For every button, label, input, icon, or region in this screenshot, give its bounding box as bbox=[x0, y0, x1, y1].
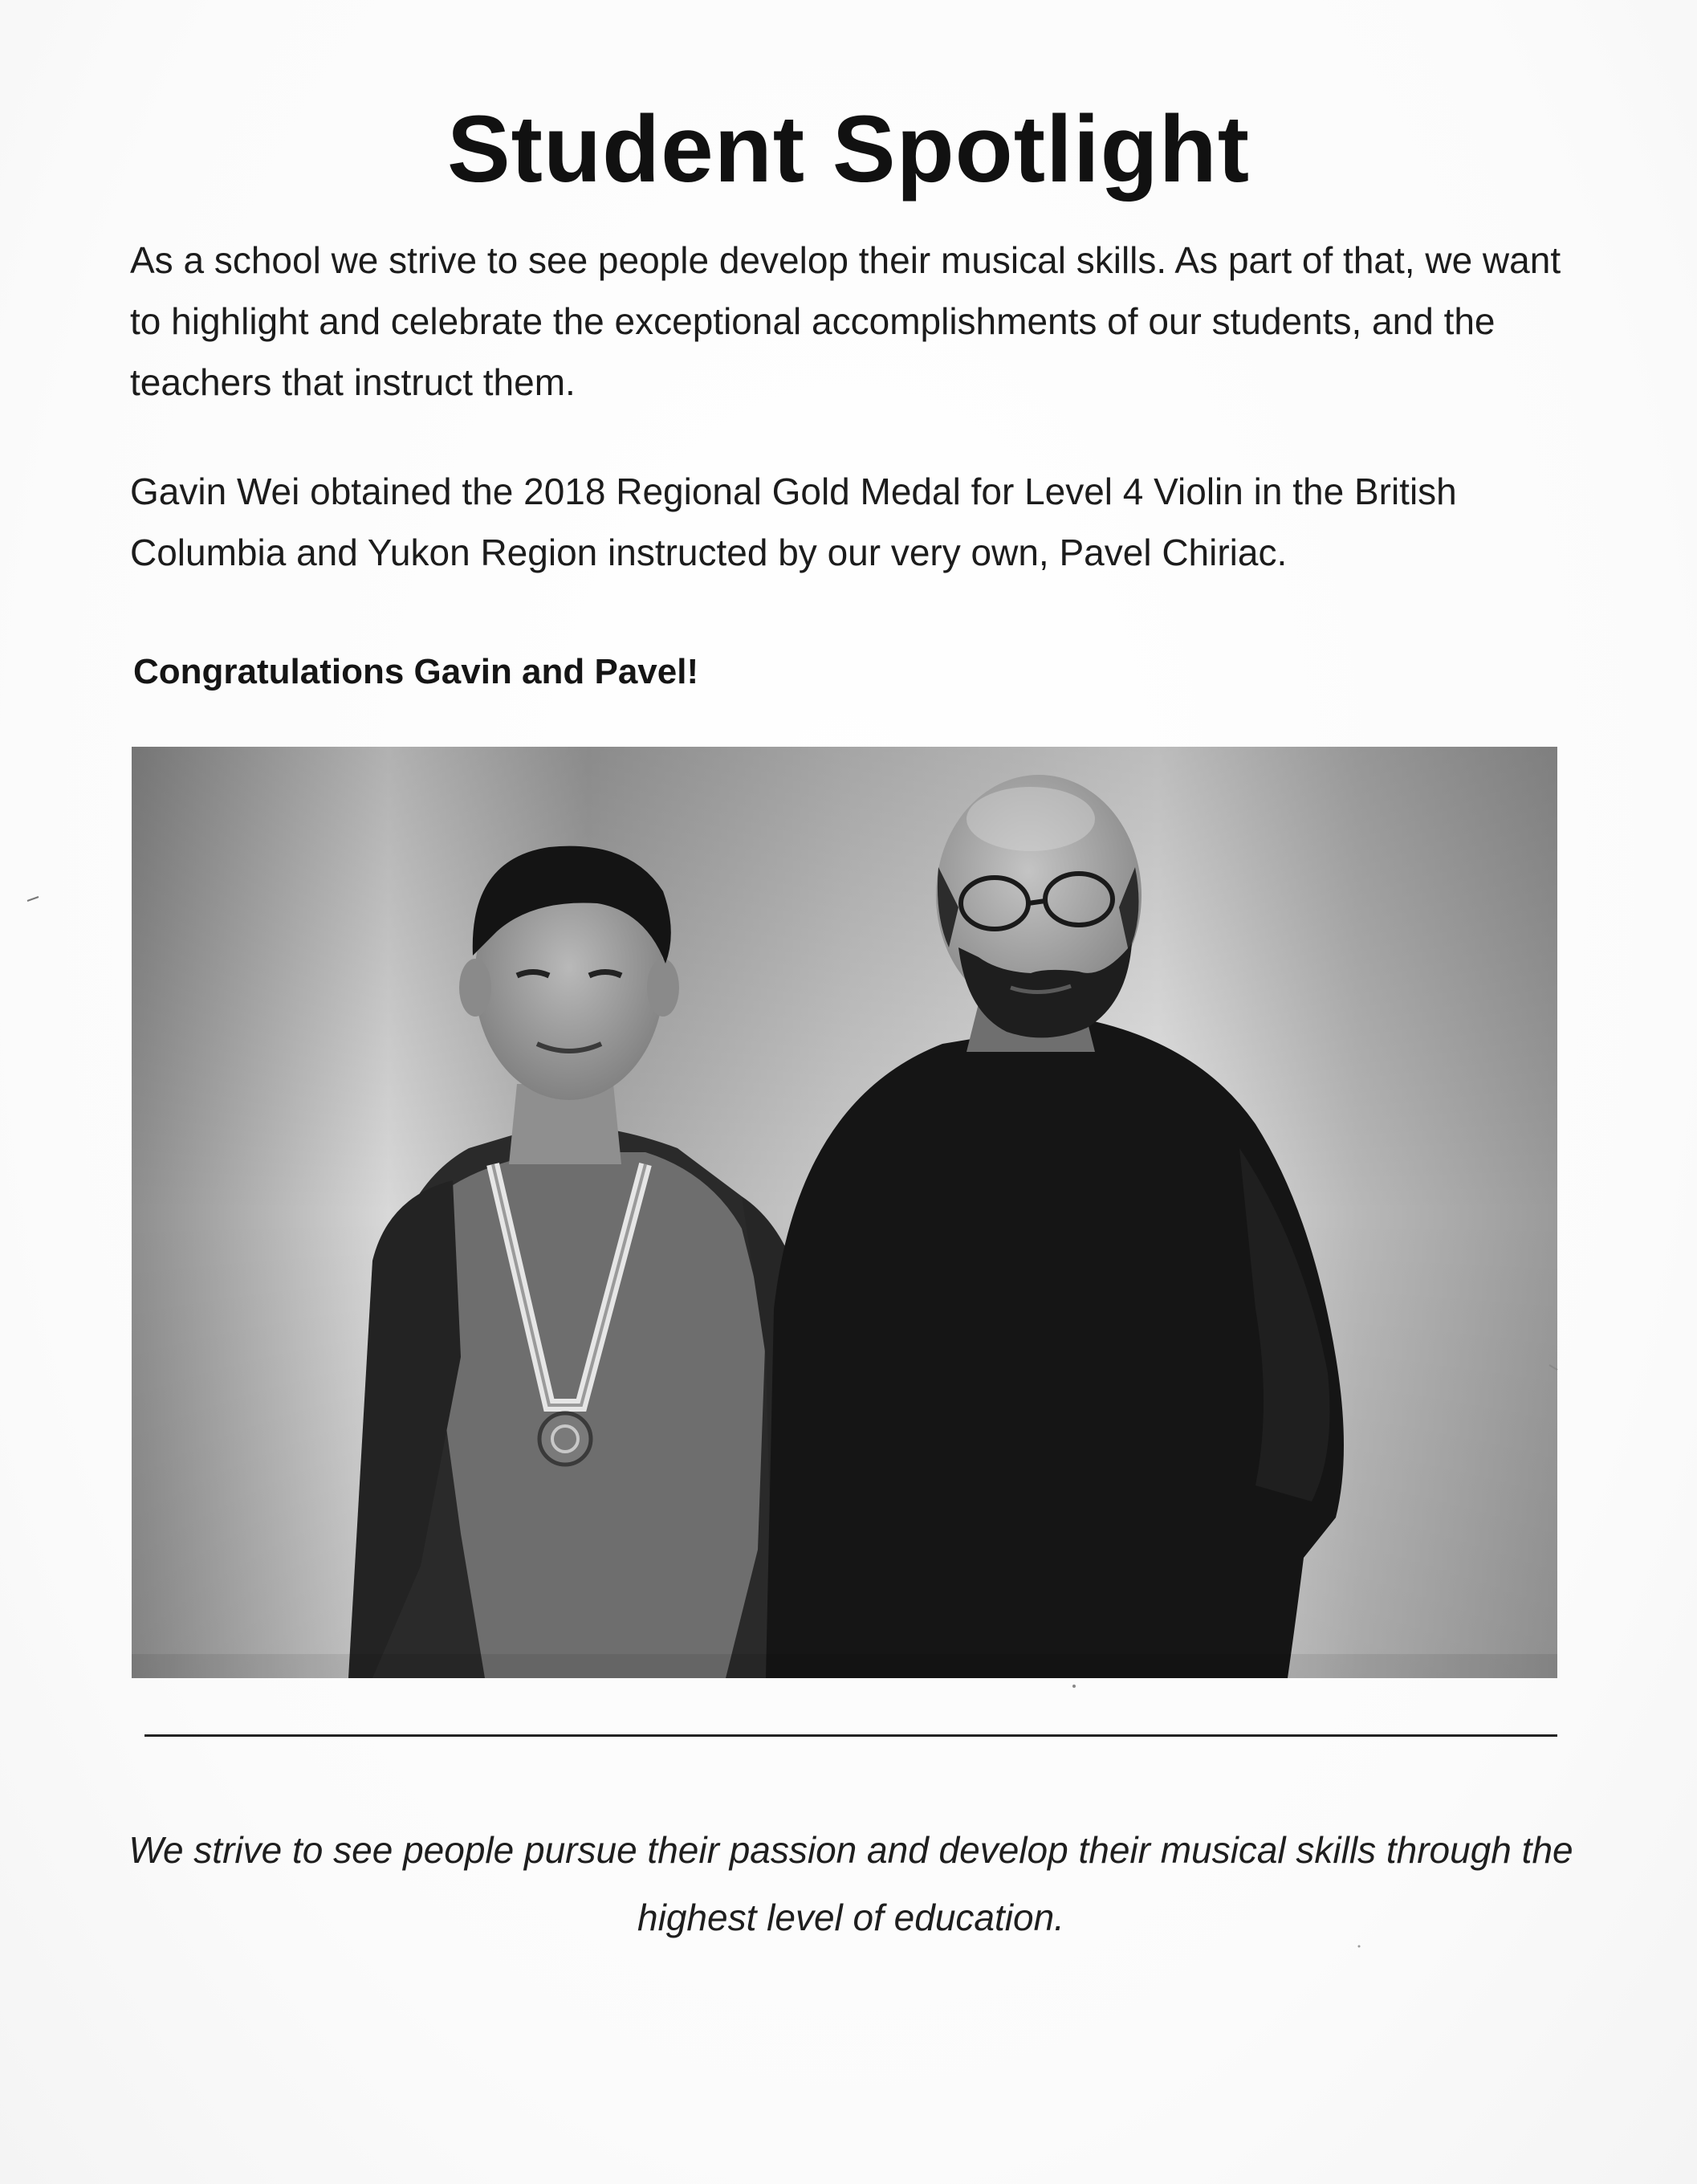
announcement-paragraph: Gavin Wei obtained the 2018 Regional Gold Medal for Level 4 Violin in the British Columbia and Yukon Region instructed by our very own, Pavel Chiriac. bbox=[130, 471, 1457, 573]
page-title: Student Spotlight bbox=[446, 96, 1251, 202]
intro-paragraph: As a school we strive to see people develop their musical skills. As part of that, we want to highlight and celebrate the exceptional accomplishments of our students, and the teachers that instruct them. bbox=[130, 239, 1561, 403]
congratulations-line: Congratulations Gavin and Pavel! bbox=[133, 652, 699, 691]
school-motto: We strive to see people pursue their passion and develop their musical skills through the highest level of education. bbox=[128, 1829, 1573, 1938]
